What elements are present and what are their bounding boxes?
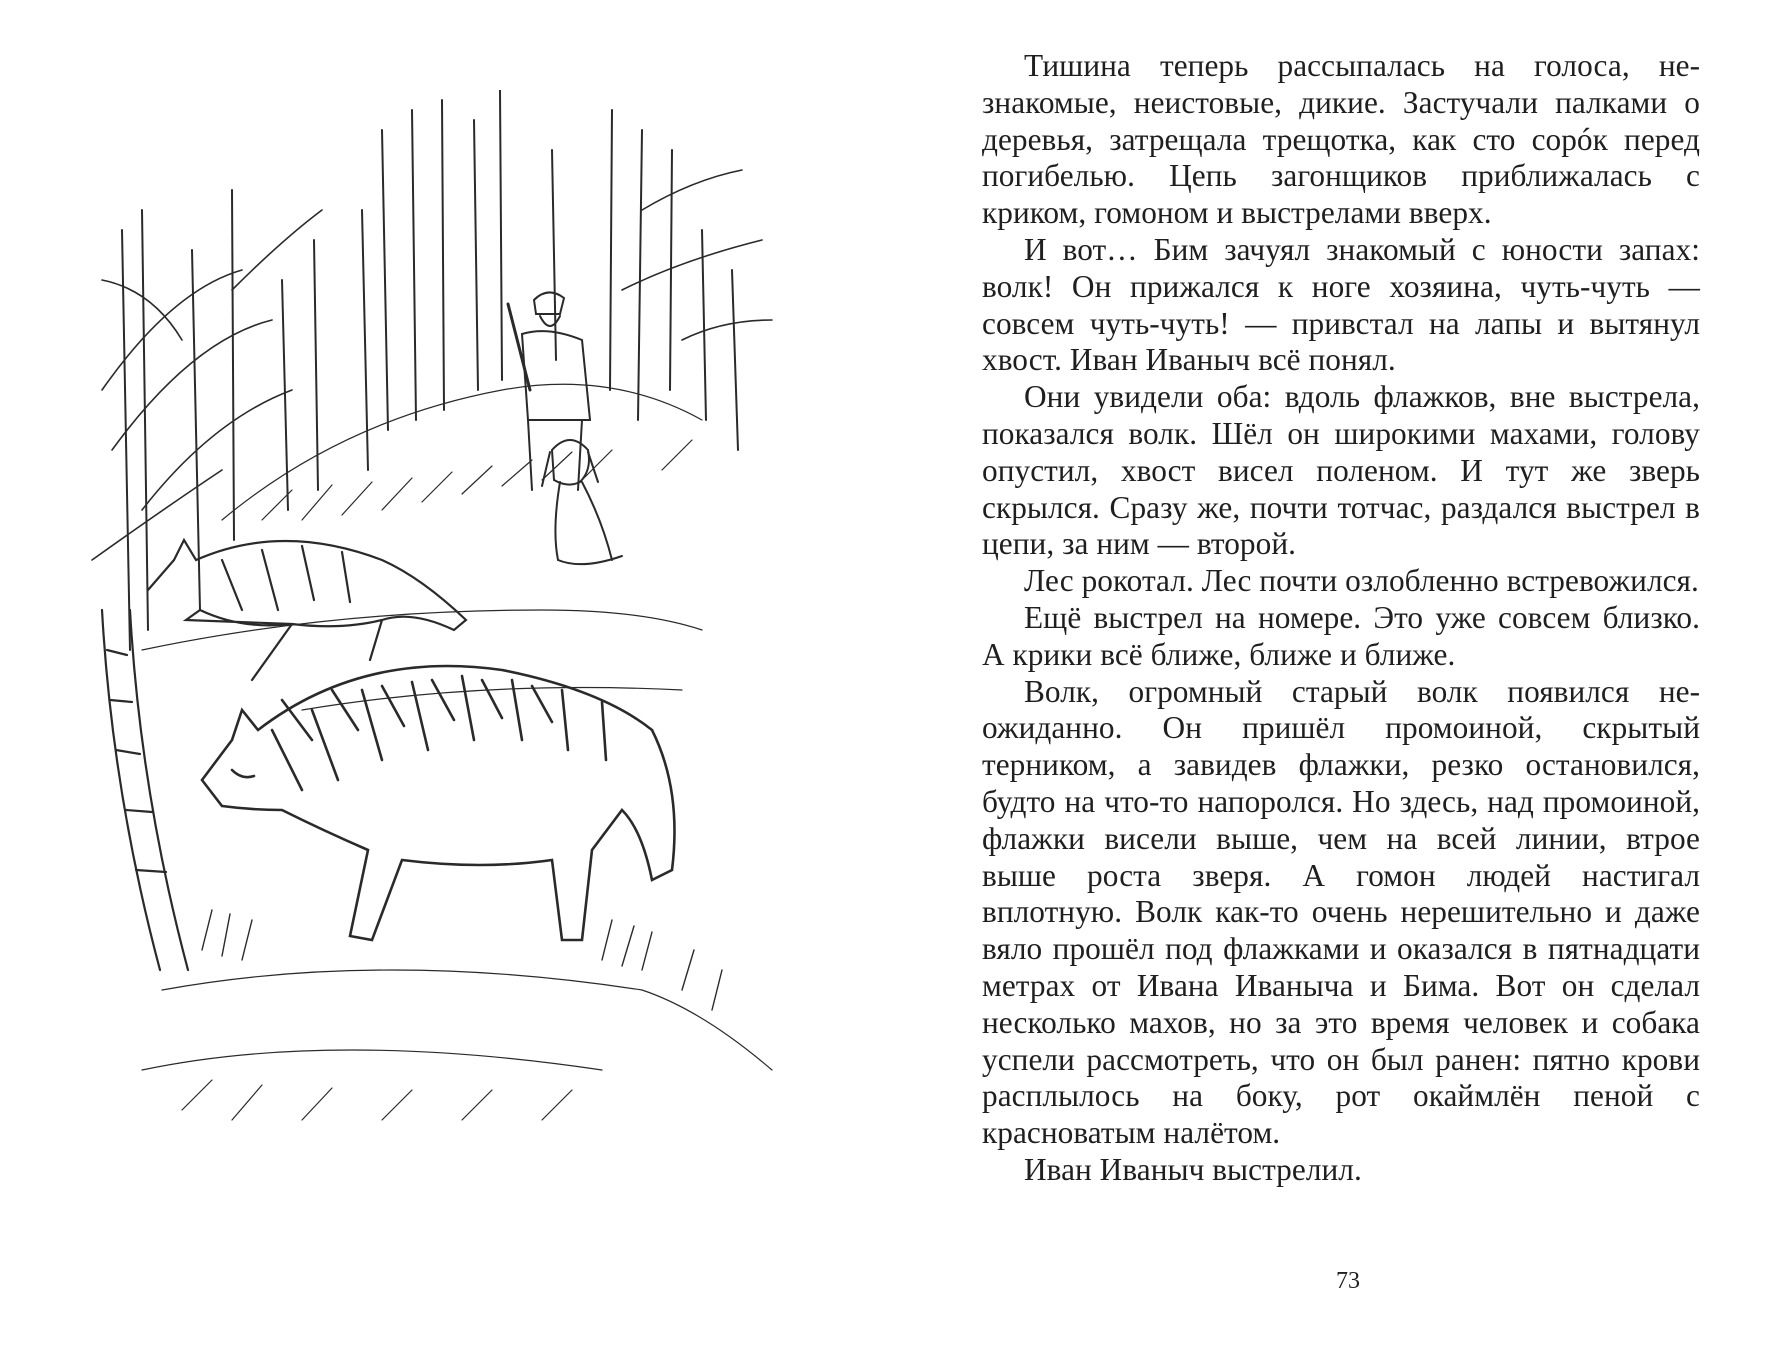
paragraph: Волк, огромный старый волк появился неожиданно. Он пришёл промоиной, скрытый терником, а завидев флажки, резко остановился, будто на что-то напоролся. Но здесь, над промоиной, флажки висели выше, чем на всей линии, втрое выше роста зверя. А гомон людей настигал вплотную. Волк как-то очень нерешительно и даже вяло прошёл под флажками и оказался в пятнадцати метрах от Ивана Иваныча и Бима. Вот он сделал несколько махов, но за это время человек и собака успели рассмотреть, что он был ранен: пятно крови расплылось на боку, рот окаймлён пеной с красноватым налётом. [982, 673, 1700, 1151]
paragraph: И вот… Бим зачуял знакомый с юности запах: волк! Он прижался к ноге хозяина, чуть-чуть — совсем чуть-чуть! — привстал на лапы и вытянул хвост. Иван Иваныч всё понял. [982, 231, 1700, 378]
grass-tufts [202, 910, 722, 1010]
page-number: 73 [1336, 1268, 1360, 1294]
ground-hatching [142, 384, 772, 1120]
paragraph: Они увидели оба: вдоль флажков, вне выстрела, показался волк. Шёл он широкими махами, голову опустил, хвост висел поленом. И тут же зверь скрылся. Сразу же, почти тотчас, раздался выстрел в цепи, за ним — второй. [982, 379, 1700, 562]
dog-figure [542, 440, 622, 564]
rear-wolf [148, 540, 466, 680]
birch-tree [102, 610, 188, 970]
illustration-drawing [82, 90, 782, 1152]
background-trees [122, 90, 738, 650]
paragraph: Ещё выстрел на номере. Это уже совсем близко. А крики всё ближе, ближе и ближе. [982, 599, 1700, 672]
paragraph: Лес рокотал. Лес почти озлобленно встревожился. [1024, 563, 1699, 599]
front-wolf [202, 666, 675, 940]
forest-wolves-illustration [82, 90, 782, 1152]
text-column [982, 48, 1700, 1189]
paragraph: Иван Иваныч выстрелил. [1024, 1151, 1362, 1187]
paragraph: Тишина теперь рассыпалась на голоса, незнакомые, неистовые, дикие. Застучали палками о деревья, затрещала трещотка, как сто сорóк перед погибелью. Цепь загонщиков приближалась с криком, гомоном и выстрелами вверх. [982, 48, 1700, 231]
